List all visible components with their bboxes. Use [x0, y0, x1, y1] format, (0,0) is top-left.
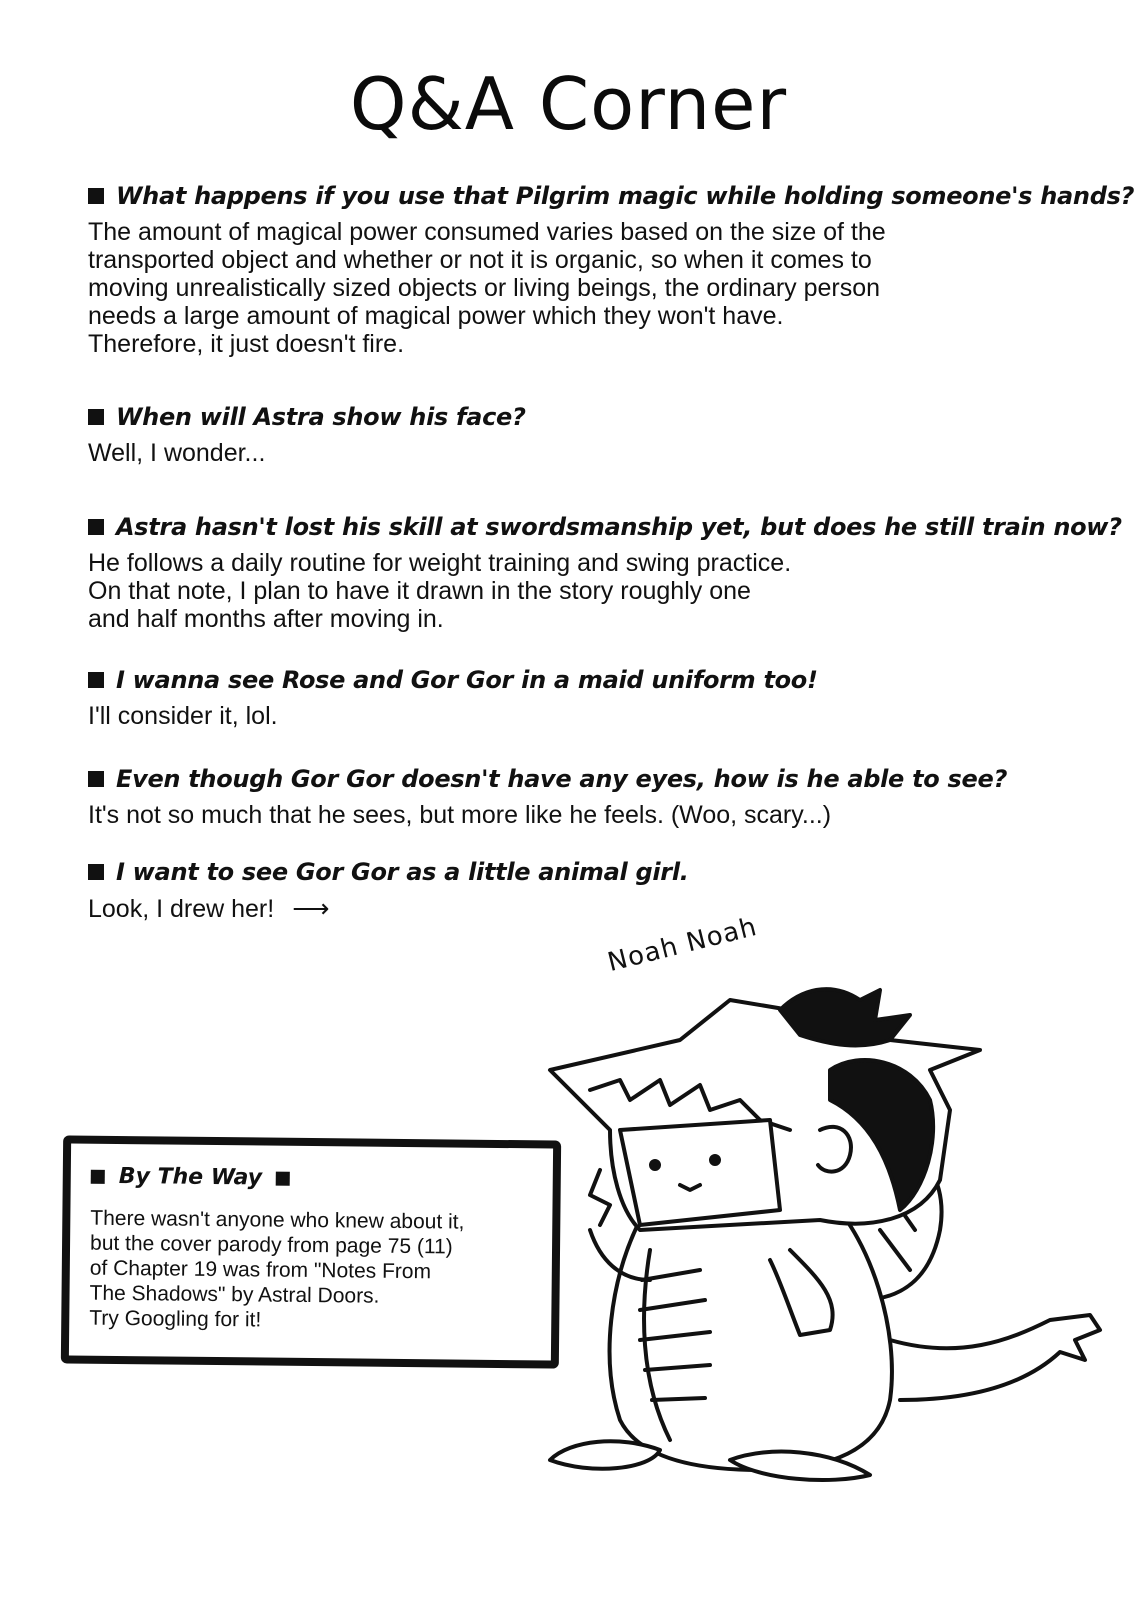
answer-line: He follows a daily routine for weight training and swing practice. — [88, 549, 792, 577]
answer-line: transported object and whether or not it is organic, so when it comes to — [88, 246, 872, 274]
answer-text — [88, 894, 689, 923]
qa-item — [88, 182, 1134, 358]
bullet-square-icon — [88, 188, 104, 204]
question-text: What happens if you use that Pilgrim magic while holding someone's hands? — [116, 182, 1135, 210]
answer-line: Therefore, it just doesn't fire. — [88, 330, 405, 358]
arrow-right-icon: ⟶ — [292, 893, 330, 923]
answer-line: needs a large amount of magical power which they won't have. — [88, 302, 784, 330]
note-line: but the cover parody from page 75 (11) — [89, 1231, 453, 1259]
question-text: I want to see Gor Gor as a little animal girl. — [116, 858, 689, 886]
by-the-way-title: By The Way — [118, 1163, 263, 1191]
bullet-square-icon — [88, 519, 104, 535]
answer-text — [88, 218, 1134, 358]
answer-line: Look, I drew her! — [88, 895, 275, 923]
qa-item — [88, 765, 1007, 829]
question-text: Even though Gor Gor doesn't have any eyes, how is he able to see? — [116, 765, 1008, 793]
illustration-caption: Noah Noah — [604, 911, 761, 978]
dragon-costume-girl-illustration — [530, 980, 1110, 1540]
qa-item — [88, 666, 818, 730]
bullet-square-icon — [91, 1169, 105, 1183]
qa-item — [88, 403, 526, 467]
bullet-square-icon — [88, 672, 104, 688]
by-the-way-text — [89, 1206, 464, 1335]
bullet-square-icon — [88, 771, 104, 787]
answer-line: moving unrealistically sized objects or living beings, the ordinary person — [88, 274, 881, 302]
qa-item — [88, 858, 689, 923]
question-text: When will Astra show his face? — [116, 403, 526, 431]
bullet-square-icon — [88, 864, 104, 880]
answer-line: On that note, I plan to have it drawn in the story roughly one — [88, 577, 751, 605]
note-line: Try Googling for it! — [89, 1306, 262, 1332]
answer-text — [88, 702, 818, 730]
note-line: There wasn't anyone who knew about it, — [90, 1206, 465, 1234]
answer-text — [88, 549, 1122, 633]
page-title: Q&A Corner — [349, 62, 788, 146]
answer-line: and half months after moving in. — [88, 605, 444, 633]
answer-line: Well, I wonder... — [88, 439, 266, 467]
bullet-square-icon — [276, 1171, 290, 1185]
answer-line: It's not so much that he sees, but more like he feels. (Woo, scary...) — [88, 801, 832, 829]
answer-text — [88, 801, 1007, 829]
answer-text — [88, 439, 526, 467]
note-line: of Chapter 19 was from "Notes From — [89, 1256, 432, 1284]
note-line: The Shadows" by Astral Doors. — [89, 1281, 380, 1308]
by-the-way-heading — [91, 1164, 291, 1191]
question-text: Astra hasn't lost his skill at swordsmanship yet, but does he still train now? — [116, 513, 1122, 541]
qa-item — [88, 513, 1122, 633]
answer-line: I'll consider it, lol. — [88, 702, 278, 730]
question-text: I wanna see Rose and Gor Gor in a maid uniform too! — [116, 666, 818, 694]
by-the-way-box — [61, 1135, 561, 1368]
answer-line: The amount of magical power consumed varies based on the size of the — [88, 218, 886, 246]
bullet-square-icon — [88, 409, 104, 425]
